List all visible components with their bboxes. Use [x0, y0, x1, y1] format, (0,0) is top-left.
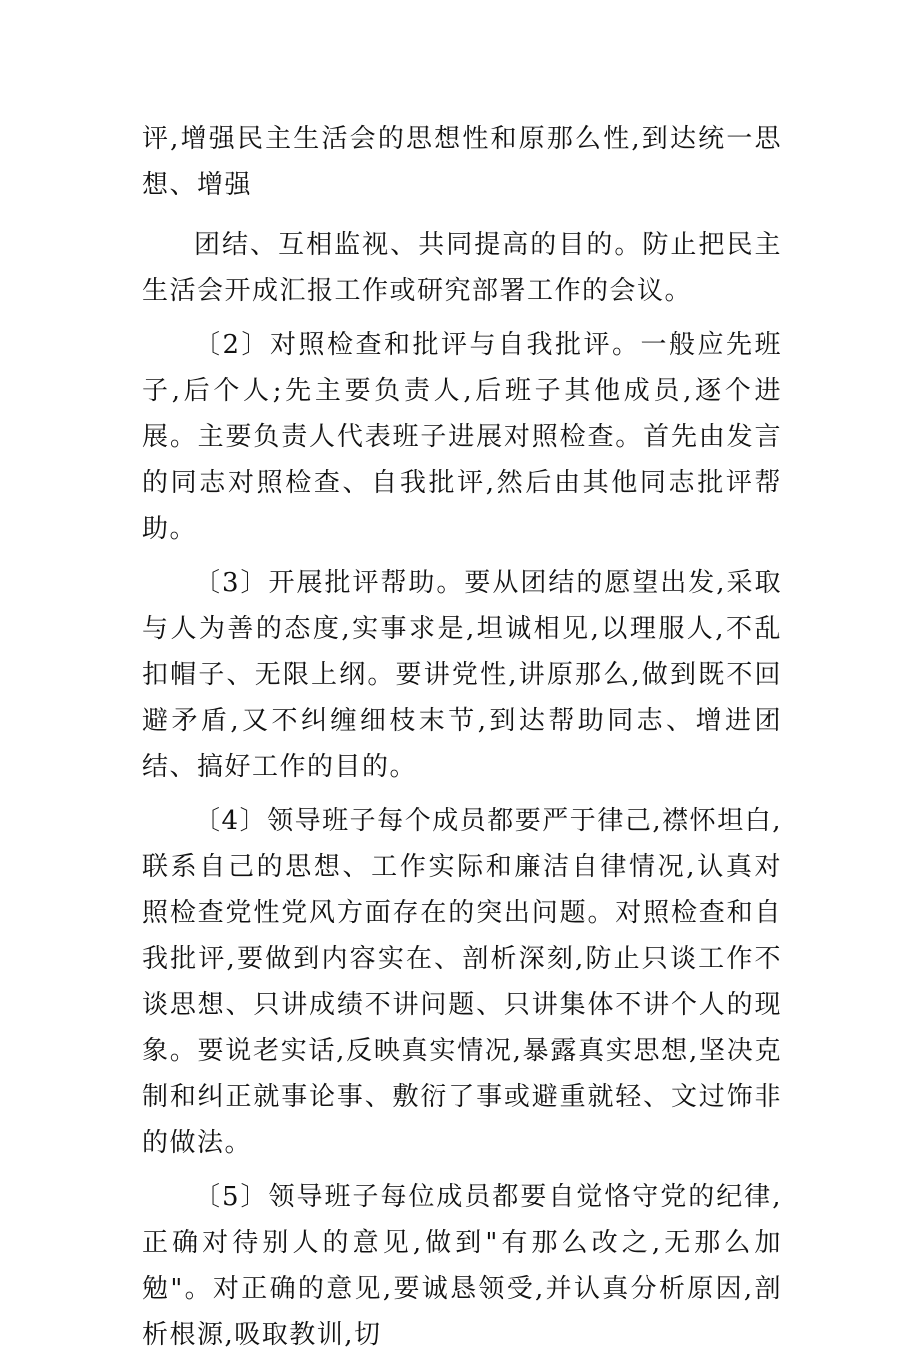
document-body: [142, 116, 782, 1358]
paragraph-1: 评,增强民主生活会的思想性和原那么性,到达统一思想、增强: [142, 124, 782, 200]
paragraph-6: 〔5〕领导班子每位成员都要自觉恪守党的纪律,正确对待别人的意见,做到"有那么改之,无那么加勉"。对正确的意见,要诚恳领受,并认真分析原因,剖析根源,吸取教训,切: [142, 1182, 782, 1350]
paragraph-2: 团结、互相监视、共同提高的目的。防止把民主生活会开成汇报工作或研究部署工作的会议。: [142, 230, 782, 306]
paragraph-3: 〔2〕对照检查和批评与自我批评。一般应先班子,后个人;先主要负责人,后班子其他成员,逐个进展。主要负责人代表班子进展对照检查。首先由发言的同志对照检查、自我批评,然后由其他同志批评帮助。: [142, 330, 782, 544]
paragraph-4: 〔3〕开展批评帮助。要从团结的愿望出发,采取与人为善的态度,实事求是,坦诚相见,以理服人,不乱扣帽子、无限上纲。要讲党性,讲原那么,做到既不回避矛盾,又不纠缠细枝末节,到达帮助同志、增进团结、搞好工作的目的。: [142, 568, 782, 782]
paragraph-5: 〔4〕领导班子每个成员都要严于律己,襟怀坦白,联系自己的思想、工作实际和廉洁自律情况,认真对照检查党性党风方面存在的突出问题。对照检查和自我批评,要做到内容实在、剖析深刻,防止只谈工作不谈思想、只讲成绩不讲问题、只讲集体不讲个人的现象。要说老实话,反映真实情况,暴露真实思想,坚决克制和纠正就事论事、敷衍了事或避重就轻、文过饰非的做法。: [142, 806, 782, 1158]
